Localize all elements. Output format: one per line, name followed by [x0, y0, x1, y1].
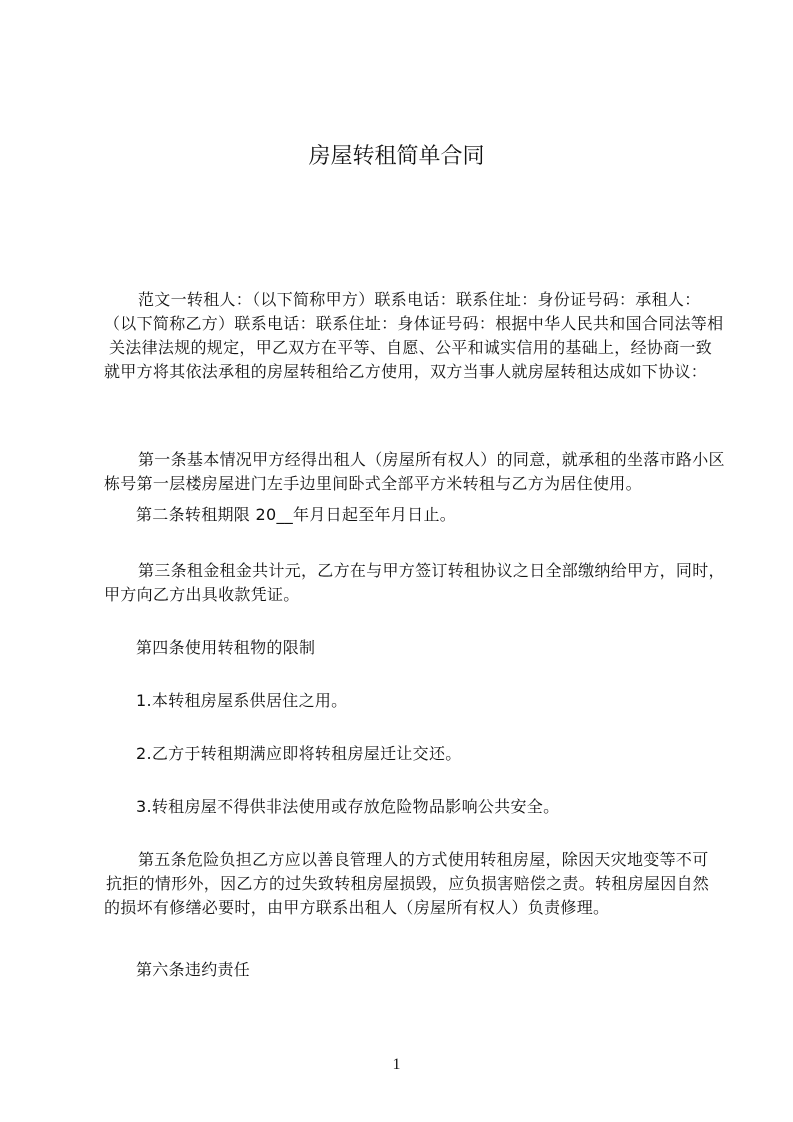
text-line: （以下简称乙方）联系电话：联系住址：身体证号码：根据中华人民共和国合同法等相	[104, 314, 724, 333]
text-line: 范文一转租人：（以下简称甲方）联系电话：联系住址：身份证号码：承租人：	[138, 290, 701, 309]
text-line: 第五条危险负担乙方应以善良管理人的方式使用转租房屋，除因天灾地变等不可	[138, 850, 709, 869]
text-line: 就甲方将其依法承租的房屋转租给乙方使用，双方当事人就房屋转租达成如下协议：	[104, 362, 708, 381]
text-line: 抗拒的情形外，因乙方的过失致转租房屋损毁，应负损害赔偿之责。转租房屋因自然	[106, 874, 710, 893]
list-item: 1.本转租房屋系供居住之用。	[136, 691, 348, 710]
page-number: 1	[392, 1056, 401, 1073]
paragraph-article-6: 第六条违约责任	[136, 960, 251, 979]
document-title: 房屋转租简单合同	[308, 144, 485, 169]
text-line: 甲方向乙方出具收款凭证。	[104, 585, 300, 604]
list-item: 2.乙方于转租期满应即将转租房屋迁让交还。	[136, 744, 462, 763]
text-line: 关法律法规的规定，甲乙双方在平等、自愿、公平和诚实信用的基础上，经协商一致	[109, 338, 713, 357]
text-line: 栋号第一层楼房屋进门左手边里间卧式全部平方米转租与乙方为居住使用。	[104, 474, 642, 493]
text-line: 第一条基本情况甲方经得出租人（房屋所有权人）的同意，就承租的坐落市路小区	[138, 450, 725, 469]
text-line: 的损坏有修缮必要时，由甲方联系出租人（房屋所有权人）负责修理。	[104, 898, 610, 917]
paragraph-article-2: 第二条转租期限 20__年月日起至年月日止。	[136, 505, 457, 524]
paragraph-article-4: 第四条使用转租物的限制	[136, 638, 316, 657]
text-line: 第三条租金租金共计元，乙方在与甲方签订转租协议之日全部缴纳给甲方，同时，	[138, 561, 725, 580]
list-item: 3.转租房屋不得供非法使用或存放危险物品影响公共安全。	[136, 797, 560, 816]
